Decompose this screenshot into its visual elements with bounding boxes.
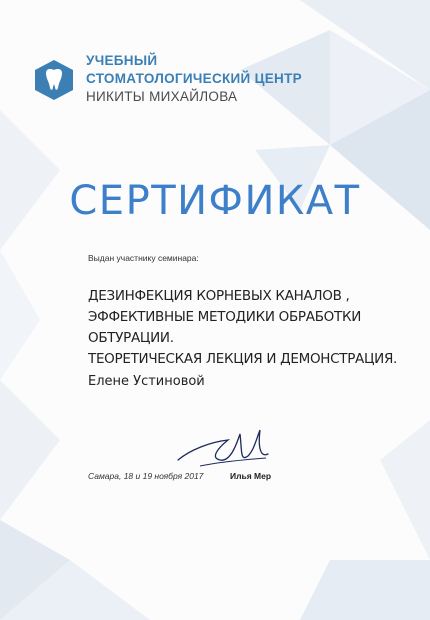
org-line-2: СТОМАТОЛОГИЧЕСКИЙ ЦЕНТР	[86, 71, 302, 86]
bg-triangle	[0, 250, 40, 380]
recipient-name: Елене Устиновой	[88, 374, 205, 389]
bg-triangle	[300, 560, 430, 620]
signer-name: Илья Мер	[230, 471, 272, 481]
org-line-1: УЧЕБНЫЙ	[86, 53, 158, 68]
bg-triangle	[380, 420, 430, 560]
seminar-title	[88, 286, 408, 370]
issued-to-label: Выдан участнику семинара:	[88, 253, 199, 263]
organization-name	[86, 52, 302, 106]
handwritten-signature	[170, 420, 275, 476]
seminar-line: ДЕЗИНФЕКЦИЯ КОРНЕВЫХ КАНАЛОВ ,	[88, 288, 350, 304]
bg-triangle	[0, 380, 60, 520]
place-and-date: Самара, 18 и 19 ноября 2017	[88, 471, 204, 481]
certificate-title: СЕРТИФИКАТ	[69, 178, 361, 224]
tooth-logo-icon	[35, 60, 73, 100]
org-line-3: НИКИТЫ МИХАЙЛОВА	[86, 89, 238, 104]
seminar-line: ТЕОРЕТИЧЕСКАЯ ЛЕКЦИЯ И ДЕМОНСТРАЦИЯ.	[88, 351, 398, 367]
seminar-line: ЭФФЕКТИВНЫЕ МЕТОДИКИ ОБРАБОТКИ ОБТУРАЦИИ.	[88, 309, 362, 346]
